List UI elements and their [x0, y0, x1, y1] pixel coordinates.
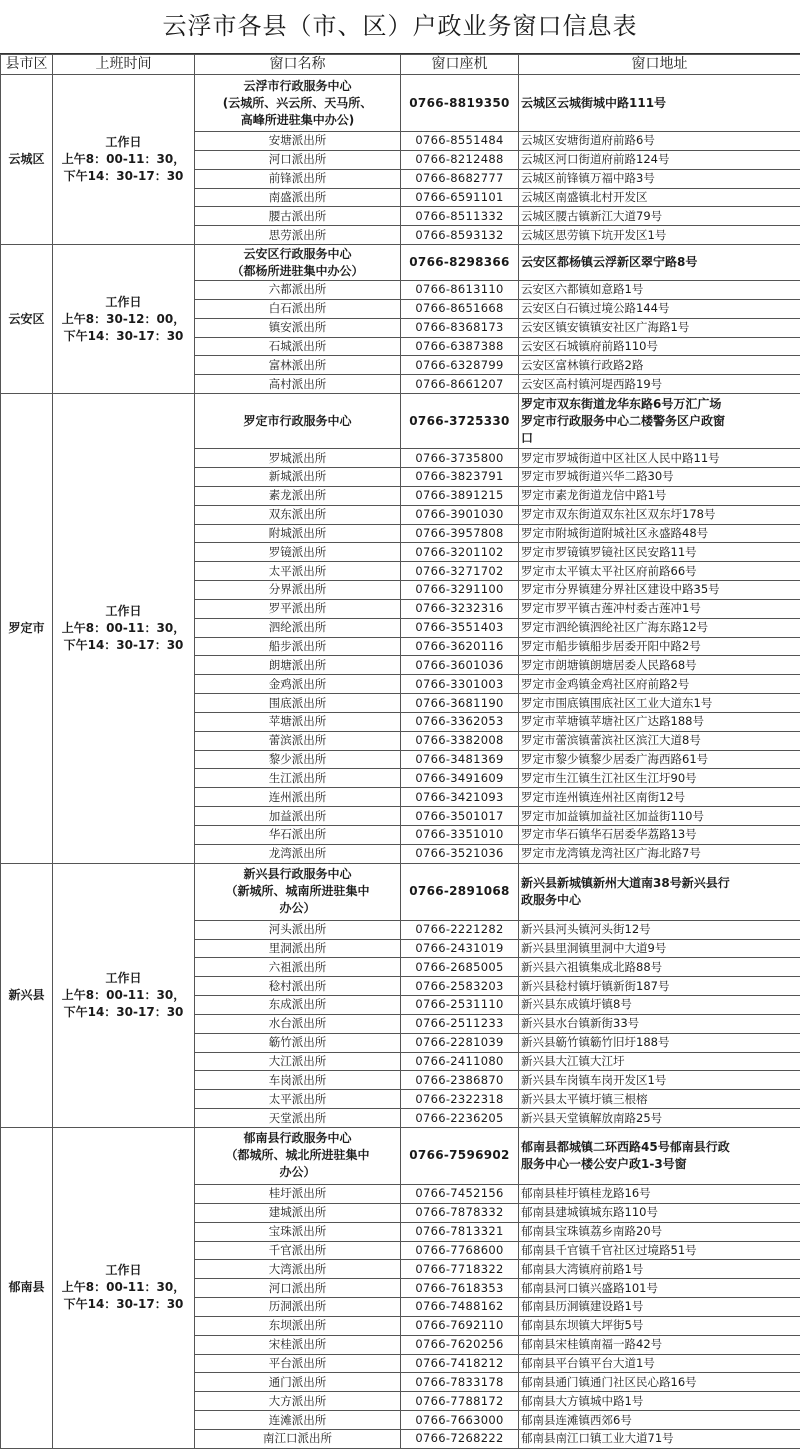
station-name-cell: 连州派出所 [195, 788, 401, 807]
station-phone-cell: 0766-7833178 [401, 1373, 519, 1392]
text-line: 口 [521, 430, 800, 447]
station-address-cell: 罗定市华石镇华石居委华荔路13号 [519, 826, 800, 845]
station-name-cell: 太平派出所 [195, 562, 401, 581]
station-name-cell: 泗纶派出所 [195, 618, 401, 637]
station-phone-cell: 0766-7663000 [401, 1411, 519, 1430]
station-name-cell: 安塘派出所 [195, 132, 401, 151]
station-phone-cell: 0766-7618353 [401, 1279, 519, 1298]
station-name-cell: 平台派出所 [195, 1354, 401, 1373]
station-address-cell: 罗定市朗塘镇朗塘居委人民路68号 [519, 656, 800, 675]
station-phone-cell: 0766-2322318 [401, 1090, 519, 1109]
station-name-cell: 宝珠派出所 [195, 1222, 401, 1241]
window-phone-cell: 0766-3725330 [401, 394, 519, 449]
station-name-cell: 天堂派出所 [195, 1109, 401, 1128]
window-name-cell [195, 75, 401, 132]
station-phone-cell: 0766-2511233 [401, 1014, 519, 1033]
station-address-cell: 罗定市泗纶镇泗纶社区广海东路12号 [519, 618, 800, 637]
text-line: 工作日 [53, 294, 194, 311]
station-address-cell: 新兴县大江镇大江圩 [519, 1052, 800, 1071]
page-title: 云浮市各县（市、区）户政业务窗口信息表 [0, 0, 800, 54]
text-line: 云浮市行政服务中心 [195, 78, 400, 95]
header-hours: 上班时间 [53, 55, 195, 75]
station-name-cell: 金鸡派出所 [195, 675, 401, 694]
station-name-cell: 白石派出所 [195, 299, 401, 318]
station-phone-cell: 0766-8593132 [401, 226, 519, 245]
station-name-cell: 历洞派出所 [195, 1298, 401, 1317]
station-name-cell: 桂圩派出所 [195, 1184, 401, 1203]
station-phone-cell: 0766-3201102 [401, 543, 519, 562]
station-address-cell: 郁南县东坝镇大坪街5号 [519, 1316, 800, 1335]
station-phone-cell: 0766-3421093 [401, 788, 519, 807]
station-phone-cell: 0766-7418212 [401, 1354, 519, 1373]
station-address-cell: 郁南县宝珠镇荔乡南路20号 [519, 1222, 800, 1241]
station-name-cell: 船步派出所 [195, 637, 401, 656]
station-phone-cell: 0766-3382008 [401, 731, 519, 750]
county-cell: 郁南县 [1, 1127, 53, 1448]
station-phone-cell: 0766-3351010 [401, 826, 519, 845]
station-address-cell: 郁南县历洞镇建设路1号 [519, 1298, 800, 1317]
station-name-cell: 河口派出所 [195, 1279, 401, 1298]
station-address-cell: 郁南县河口镇兴盛路101号 [519, 1279, 800, 1298]
station-address-cell: 罗定市苹塘镇苹塘社区广达路188号 [519, 712, 800, 731]
station-address-cell: 罗定市加益镇加益社区加益街110号 [519, 807, 800, 826]
station-phone-cell: 0766-3891215 [401, 486, 519, 505]
station-address-cell: 云安区白石镇过境公路144号 [519, 299, 800, 318]
window-name-cell [195, 1127, 401, 1184]
station-name-cell: 苹塘派出所 [195, 712, 401, 731]
station-address-cell: 新兴县水台镇新街33号 [519, 1014, 800, 1033]
text-line: 下午14：30-17：30 [53, 328, 194, 345]
table-body [1, 75, 800, 1449]
station-name-cell: 水台派出所 [195, 1014, 401, 1033]
text-line: 郁南县都城镇二环西路45号郁南县行政 [521, 1139, 800, 1156]
station-address-cell: 郁南县宋桂镇南福一路42号 [519, 1335, 800, 1354]
station-phone-cell: 0766-3291100 [401, 581, 519, 600]
station-name-cell: 宋桂派出所 [195, 1335, 401, 1354]
station-phone-cell: 0766-8368173 [401, 318, 519, 337]
text-line: 上午8：30-12：00， [53, 311, 194, 328]
station-name-cell: 朗塘派出所 [195, 656, 401, 675]
station-address-cell: 罗定市罗平镇古莲冲村委古莲冲1号 [519, 599, 800, 618]
station-phone-cell: 0766-7718322 [401, 1260, 519, 1279]
window-address-cell [519, 1127, 800, 1184]
station-phone-cell: 0766-2531110 [401, 996, 519, 1015]
station-phone-cell: 0766-7620256 [401, 1335, 519, 1354]
header-county: 县市区 [1, 55, 53, 75]
table-row-center [1, 245, 800, 281]
county-cell: 新兴县 [1, 863, 53, 1127]
header-row [1, 55, 800, 75]
station-phone-cell: 0766-6591101 [401, 188, 519, 207]
station-name-cell: 附城派出所 [195, 524, 401, 543]
station-phone-cell: 0766-3620116 [401, 637, 519, 656]
station-address-cell: 罗定市蕾滨镇蕾滨社区滨江大道8号 [519, 731, 800, 750]
station-phone-cell: 0766-7768600 [401, 1241, 519, 1260]
station-name-cell: 簕竹派出所 [195, 1033, 401, 1052]
station-name-cell: 河头派出所 [195, 920, 401, 939]
station-phone-cell: 0766-2411080 [401, 1052, 519, 1071]
station-address-cell: 云安区高村镇河堤西路19号 [519, 375, 800, 394]
text-line: 上午8：00-11：30， [53, 1279, 194, 1296]
text-line: 郁南县行政服务中心 [195, 1130, 400, 1147]
hours-cell [53, 1127, 195, 1448]
station-phone-cell: 0766-3521036 [401, 844, 519, 863]
window-phone-cell: 0766-7596902 [401, 1127, 519, 1184]
station-address-cell: 云城区安塘街道府前路6号 [519, 132, 800, 151]
station-address-cell: 罗定市分界镇建分界社区建设中路35号 [519, 581, 800, 600]
station-phone-cell: 0766-3301003 [401, 675, 519, 694]
station-address-cell: 云城区南盛镇北村开发区 [519, 188, 800, 207]
hours-cell [53, 863, 195, 1127]
station-name-cell: 石城派出所 [195, 337, 401, 356]
text-line: 云城区云城街城中路111号 [521, 95, 800, 112]
hours-cell [53, 245, 195, 394]
station-address-cell: 新兴县河头镇河头街12号 [519, 920, 800, 939]
station-address-cell: 郁南县建城镇城东路110号 [519, 1203, 800, 1222]
station-phone-cell: 0766-2431019 [401, 939, 519, 958]
station-phone-cell: 0766-2386870 [401, 1071, 519, 1090]
text-line: 新兴县新城镇新州大道南38号新兴县行 [521, 875, 800, 892]
station-phone-cell: 0766-3232316 [401, 599, 519, 618]
info-table [0, 74, 800, 1449]
station-address-cell: 新兴县稔村镇圩镇新街187号 [519, 977, 800, 996]
station-phone-cell: 0766-8661207 [401, 375, 519, 394]
station-name-cell: 南盛派出所 [195, 188, 401, 207]
station-phone-cell: 0766-8212488 [401, 150, 519, 169]
text-line: (云城所、兴云所、天马所、 [195, 95, 400, 112]
station-name-cell: 新城派出所 [195, 467, 401, 486]
station-name-cell: 连滩派出所 [195, 1411, 401, 1430]
station-address-cell: 云安区镇安镇镇安社区广海路1号 [519, 318, 800, 337]
text-line: 上午8：00-11：30， [53, 620, 194, 637]
station-address-cell: 郁南县大湾镇府前路1号 [519, 1260, 800, 1279]
text-line: 罗定市行政服务中心二楼警务区户政窗 [521, 413, 800, 430]
station-address-cell: 新兴县里洞镇里洞中大道9号 [519, 939, 800, 958]
window-name-cell [195, 245, 401, 281]
station-phone-cell: 0766-7878332 [401, 1203, 519, 1222]
text-line: 服务中心一楼公安户政1-3号窗 [521, 1156, 800, 1173]
table-row-center [1, 75, 800, 132]
text-line: 新兴县行政服务中心 [195, 866, 400, 883]
text-line: 下午14：30-17：30 [53, 1296, 194, 1313]
station-address-cell: 云城区思劳镇下坑开发区1号 [519, 226, 800, 245]
station-phone-cell: 0766-8551484 [401, 132, 519, 151]
station-phone-cell: 0766-3362053 [401, 712, 519, 731]
text-line: 下午14：30-17：30 [53, 168, 194, 185]
station-address-cell: 罗定市龙湾镇龙湾社区广海北路7号 [519, 844, 800, 863]
station-name-cell: 通门派出所 [195, 1373, 401, 1392]
county-cell: 云安区 [1, 245, 53, 394]
window-name-cell [195, 863, 401, 920]
text-line: 高峰所进驻集中办公) [195, 112, 400, 129]
station-phone-cell: 0766-8511332 [401, 207, 519, 226]
station-address-cell: 罗定市罗城街道兴华二路30号 [519, 467, 800, 486]
station-address-cell: 郁南县通门镇通门社区民心路16号 [519, 1373, 800, 1392]
station-name-cell: 思劳派出所 [195, 226, 401, 245]
station-phone-cell: 0766-3271702 [401, 562, 519, 581]
station-phone-cell: 0766-3957808 [401, 524, 519, 543]
station-address-cell: 罗定市太平镇太平社区府前路66号 [519, 562, 800, 581]
station-name-cell: 龙湾派出所 [195, 844, 401, 863]
station-address-cell: 云城区腰古镇新江大道79号 [519, 207, 800, 226]
text-line: （都杨所进驻集中办公） [195, 263, 400, 280]
station-address-cell: 新兴县太平镇圩镇三根榕 [519, 1090, 800, 1109]
station-name-cell: 稔村派出所 [195, 977, 401, 996]
text-line: 下午14：30-17：30 [53, 637, 194, 654]
text-line: 罗定市双东街道龙华东路6号万汇广场 [521, 396, 800, 413]
station-address-cell: 云安区石城镇府前路110号 [519, 337, 800, 356]
header-address: 窗口地址 [519, 55, 800, 75]
window-address-cell [519, 394, 800, 449]
station-address-cell: 新兴县东成镇圩镇8号 [519, 996, 800, 1015]
text-line: 工作日 [53, 1262, 194, 1279]
station-phone-cell: 0766-2583203 [401, 977, 519, 996]
text-line: 工作日 [53, 603, 194, 620]
station-phone-cell: 0766-7813321 [401, 1222, 519, 1241]
text-line: 下午14：30-17：30 [53, 1004, 194, 1021]
station-phone-cell: 0766-2221282 [401, 920, 519, 939]
station-address-cell: 郁南县桂圩镇桂龙路16号 [519, 1184, 800, 1203]
window-address-cell [519, 863, 800, 920]
station-name-cell: 罗城派出所 [195, 449, 401, 468]
text-line: 办公） [195, 1164, 400, 1181]
station-address-cell: 罗定市船步镇船步居委开阳中路2号 [519, 637, 800, 656]
station-name-cell: 车岗派出所 [195, 1071, 401, 1090]
text-line: 上午8：00-11：30， [53, 151, 194, 168]
station-address-cell: 云城区前锋镇万福中路3号 [519, 169, 800, 188]
station-name-cell: 太平派出所 [195, 1090, 401, 1109]
station-phone-cell: 0766-3501017 [401, 807, 519, 826]
station-name-cell: 东成派出所 [195, 996, 401, 1015]
text-line: （都城所、城北所进驻集中 [195, 1147, 400, 1164]
station-address-cell: 郁南县千官镇千官社区过境路51号 [519, 1241, 800, 1260]
station-address-cell: 新兴县车岗镇车岗开发区1号 [519, 1071, 800, 1090]
county-cell: 罗定市 [1, 394, 53, 864]
station-address-cell: 罗定市双东街道双东社区双东圩178号 [519, 505, 800, 524]
station-address-cell: 云安区富林镇行政路2路 [519, 356, 800, 375]
county-cell: 云城区 [1, 75, 53, 245]
station-name-cell: 罗平派出所 [195, 599, 401, 618]
text-line: 办公） [195, 900, 400, 917]
station-address-cell: 罗定市素龙街道龙信中路1号 [519, 486, 800, 505]
station-name-cell: 南江口派出所 [195, 1429, 401, 1448]
station-name-cell: 分界派出所 [195, 581, 401, 600]
station-address-cell: 郁南县南江口镇工业大道71号 [519, 1429, 800, 1448]
table-row-center [1, 863, 800, 920]
text-line: 罗定市行政服务中心 [195, 413, 400, 430]
station-name-cell: 双东派出所 [195, 505, 401, 524]
station-address-cell: 云安区六都镇如意路1号 [519, 281, 800, 300]
text-line: （新城所、城南所进驻集中 [195, 883, 400, 900]
station-name-cell: 建城派出所 [195, 1203, 401, 1222]
text-line: 云安区行政服务中心 [195, 246, 400, 263]
station-address-cell: 罗定市生江镇生江社区生江圩90号 [519, 769, 800, 788]
station-name-cell: 黎少派出所 [195, 750, 401, 769]
window-name-cell [195, 394, 401, 449]
station-name-cell: 里洞派出所 [195, 939, 401, 958]
station-phone-cell: 0766-2236205 [401, 1109, 519, 1128]
station-address-cell: 新兴县簕竹镇簕竹旧圩188号 [519, 1033, 800, 1052]
text-line: 工作日 [53, 134, 194, 151]
window-address-cell [519, 75, 800, 132]
station-address-cell: 新兴县六祖镇集成北路88号 [519, 958, 800, 977]
table-row-center [1, 394, 800, 449]
station-phone-cell: 0766-6328799 [401, 356, 519, 375]
text-line: 云安区都杨镇云浮新区翠宁路8号 [521, 254, 800, 271]
text-line: 工作日 [53, 970, 194, 987]
station-address-cell: 罗定市金鸡镇金鸡社区府前路2号 [519, 675, 800, 694]
station-phone-cell: 0766-3551403 [401, 618, 519, 637]
station-phone-cell: 0766-3481369 [401, 750, 519, 769]
station-name-cell: 加益派出所 [195, 807, 401, 826]
station-phone-cell: 0766-8613110 [401, 281, 519, 300]
station-phone-cell: 0766-8682777 [401, 169, 519, 188]
station-phone-cell: 0766-6387388 [401, 337, 519, 356]
station-phone-cell: 0766-3601036 [401, 656, 519, 675]
station-name-cell: 镇安派出所 [195, 318, 401, 337]
window-phone-cell: 0766-8819350 [401, 75, 519, 132]
station-address-cell: 罗定市罗城街道中区社区人民中路11号 [519, 449, 800, 468]
header-table [0, 54, 800, 75]
station-name-cell: 六祖派出所 [195, 958, 401, 977]
station-address-cell: 云城区河口街道府前路124号 [519, 150, 800, 169]
station-address-cell: 郁南县平台镇平台大道1号 [519, 1354, 800, 1373]
window-phone-cell: 0766-2891068 [401, 863, 519, 920]
station-phone-cell: 0766-2281039 [401, 1033, 519, 1052]
station-name-cell: 河口派出所 [195, 150, 401, 169]
header-name: 窗口名称 [195, 55, 401, 75]
station-name-cell: 前锋派出所 [195, 169, 401, 188]
station-address-cell: 罗定市连州镇连州社区南街12号 [519, 788, 800, 807]
station-phone-cell: 0766-3823791 [401, 467, 519, 486]
station-phone-cell: 0766-3681190 [401, 694, 519, 713]
station-name-cell: 高村派出所 [195, 375, 401, 394]
station-address-cell: 罗定市罗镜镇罗镜社区民安路11号 [519, 543, 800, 562]
text-line: 上午8：00-11：30， [53, 987, 194, 1004]
station-phone-cell: 0766-8651668 [401, 299, 519, 318]
station-phone-cell: 0766-3491609 [401, 769, 519, 788]
window-phone-cell: 0766-8298366 [401, 245, 519, 281]
station-name-cell: 华石派出所 [195, 826, 401, 845]
station-phone-cell: 0766-7692110 [401, 1316, 519, 1335]
station-phone-cell: 0766-7488162 [401, 1298, 519, 1317]
station-address-cell: 罗定市黎少镇黎少居委广海西路61号 [519, 750, 800, 769]
station-address-cell: 罗定市围底镇围底社区工业大道东1号 [519, 694, 800, 713]
station-address-cell: 郁南县连滩镇西郊6号 [519, 1411, 800, 1430]
station-phone-cell: 0766-7268222 [401, 1429, 519, 1448]
table-row-center [1, 1127, 800, 1184]
station-name-cell: 千官派出所 [195, 1241, 401, 1260]
hours-cell [53, 394, 195, 864]
station-phone-cell: 0766-2685005 [401, 958, 519, 977]
station-phone-cell: 0766-7788172 [401, 1392, 519, 1411]
station-name-cell: 腰古派出所 [195, 207, 401, 226]
station-name-cell: 六都派出所 [195, 281, 401, 300]
station-name-cell: 罗镜派出所 [195, 543, 401, 562]
station-name-cell: 素龙派出所 [195, 486, 401, 505]
station-name-cell: 东坝派出所 [195, 1316, 401, 1335]
text-line: 政服务中心 [521, 892, 800, 909]
station-phone-cell: 0766-7452156 [401, 1184, 519, 1203]
station-address-cell: 郁南县大方镇城中路1号 [519, 1392, 800, 1411]
station-address-cell: 新兴县天堂镇解放南路25号 [519, 1109, 800, 1128]
station-phone-cell: 0766-3735800 [401, 449, 519, 468]
hours-cell [53, 75, 195, 245]
station-name-cell: 围底派出所 [195, 694, 401, 713]
station-name-cell: 蕾滨派出所 [195, 731, 401, 750]
window-address-cell [519, 245, 800, 281]
header-phone: 窗口座机 [401, 55, 519, 75]
station-name-cell: 大江派出所 [195, 1052, 401, 1071]
station-address-cell: 罗定市附城街道附城社区永盛路48号 [519, 524, 800, 543]
station-name-cell: 大湾派出所 [195, 1260, 401, 1279]
station-name-cell: 生江派出所 [195, 769, 401, 788]
station-name-cell: 大方派出所 [195, 1392, 401, 1411]
station-phone-cell: 0766-3901030 [401, 505, 519, 524]
station-name-cell: 富林派出所 [195, 356, 401, 375]
